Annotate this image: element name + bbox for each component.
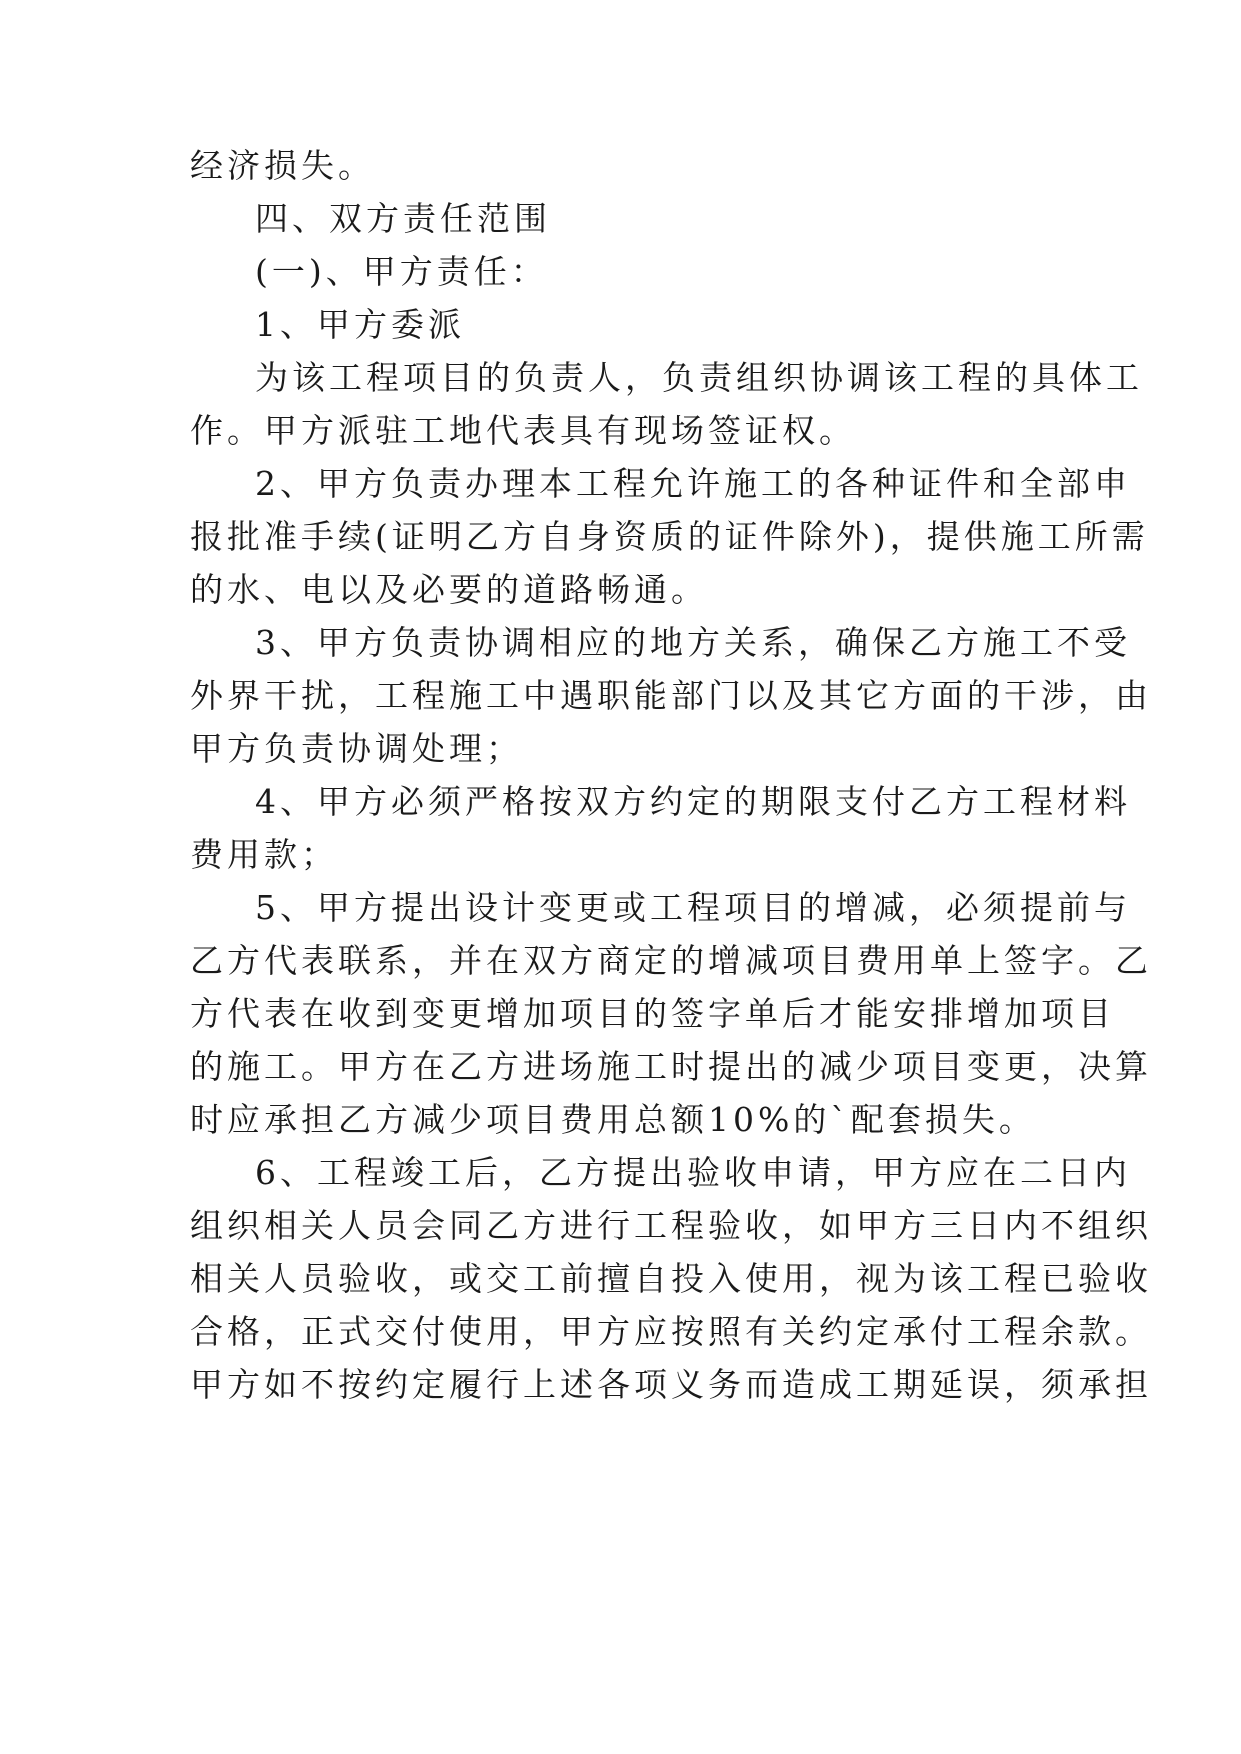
- text-line: 时应承担乙方减少项目费用总额10%的`配套损失。: [190, 1100, 1036, 1139]
- text-line: 1、甲方委派: [255, 305, 465, 344]
- text-line: 6、工程竣工后，乙方提出验收申请，甲方应在二日内: [255, 1153, 1131, 1192]
- text-line: 方代表在收到变更增加项目的签字单后才能安排增加项目: [190, 994, 1115, 1033]
- text-line: 2、甲方负责办理本工程允许施工的各种证件和全部申: [255, 464, 1131, 503]
- text-line: 组织相关人员会同乙方进行工程验收，如甲方三日内不组织: [190, 1206, 1152, 1245]
- section-heading: 四、双方责任范围: [255, 199, 551, 238]
- text-line: 为该工程项目的负责人，负责组织协调该工程的具体工: [255, 358, 1143, 397]
- text-line: 合格，正式交付使用，甲方应按照有关约定承付工程余款。: [190, 1312, 1152, 1351]
- text-line: 4、甲方必须严格按双方约定的期限支付乙方工程材料: [255, 782, 1131, 821]
- text-line: 作。甲方派驻工地代表具有现场签证权。: [190, 411, 856, 450]
- text-line: 费用款；: [190, 835, 338, 874]
- text-line: 经济损失。: [190, 146, 375, 185]
- text-line: 外界干扰，工程施工中遇职能部门以及其它方面的干涉，由: [190, 676, 1152, 715]
- subsection-heading: (一)、甲方责任：: [255, 252, 548, 291]
- text-line: 5、甲方提出设计变更或工程项目的增减，必须提前与: [255, 888, 1131, 927]
- text-line: 乙方代表联系，并在双方商定的增减项目费用单上签字。乙: [190, 941, 1152, 980]
- text-line: 相关人员验收，或交工前擅自投入使用，视为该工程已验收: [190, 1259, 1152, 1298]
- text-line: 甲方负责协调处理；: [190, 729, 523, 768]
- text-line: 甲方如不按约定履行上述各项义务而造成工期延误，须承担: [190, 1365, 1152, 1404]
- text-line: 3、甲方负责协调相应的地方关系，确保乙方施工不受: [255, 623, 1131, 662]
- text-line: 报批准手续(证明乙方自身资质的证件除外)，提供施工所需: [190, 517, 1149, 556]
- text-line: 的施工。甲方在乙方进场施工时提出的减少项目变更，决算: [190, 1047, 1152, 1086]
- text-line: 的水、电以及必要的道路畅通。: [190, 570, 708, 609]
